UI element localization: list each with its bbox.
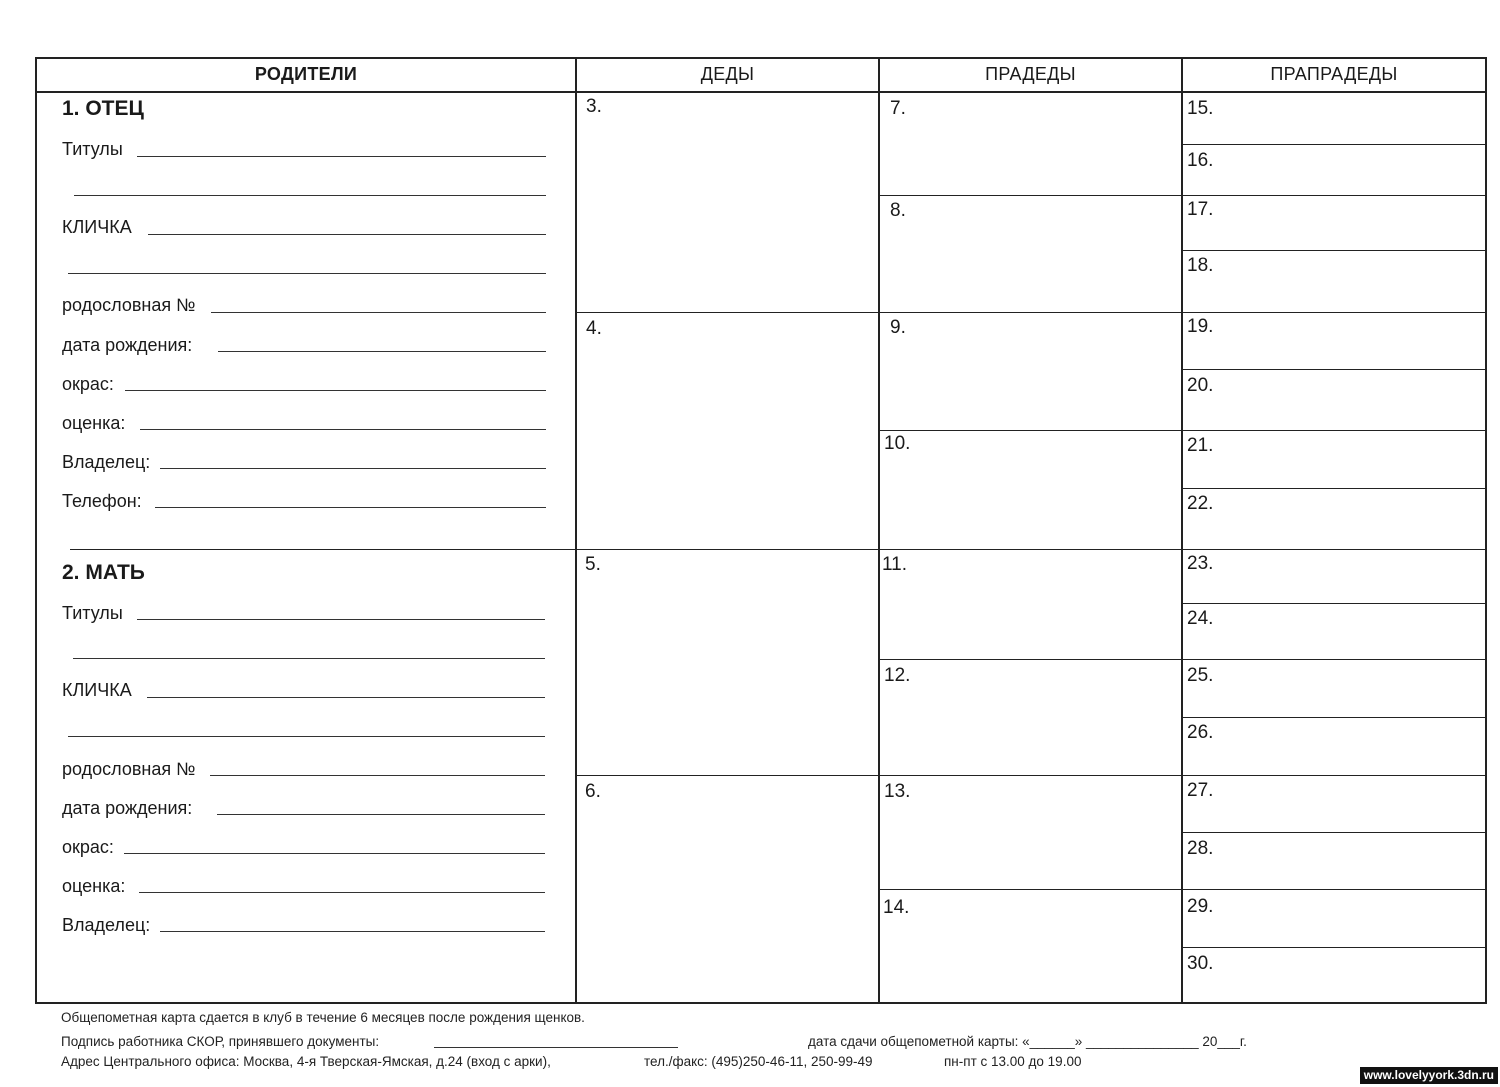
cell-number: 27. — [1187, 780, 1214, 801]
cell-number: 30. — [1187, 953, 1214, 974]
cell-separator — [1183, 488, 1485, 489]
cell-separator — [880, 775, 1181, 776]
mother-owner-input[interactable] — [160, 931, 545, 932]
cell-number: 14. — [883, 897, 910, 918]
mother-name-input-2[interactable] — [68, 736, 545, 737]
cell-separator — [577, 549, 878, 550]
father-owner-label: Владелец: — [62, 452, 151, 472]
watermark: www.lovelyyork.3dn.ru — [1360, 1067, 1498, 1084]
cell-number: 12. — [884, 665, 911, 686]
cell-separator — [577, 312, 878, 313]
cell-number: 25. — [1187, 665, 1214, 686]
cell-number: 26. — [1187, 722, 1214, 743]
mother-pedigree-label: родословная № — [62, 759, 196, 779]
mother-name-label: КЛИЧКА — [62, 680, 132, 700]
father-titles-input[interactable] — [137, 156, 546, 157]
father-birthdate-input[interactable] — [218, 351, 546, 352]
footer-signature-label: Подпись работника СКОР, принявшего документы: — [61, 1034, 380, 1049]
cell-number: 29. — [1187, 896, 1214, 917]
mother-owner-label: Владелец: — [62, 915, 151, 935]
cell-number: 4. — [586, 318, 602, 339]
mother-color-label: окрас: — [62, 837, 114, 857]
cell-number: 20. — [1187, 375, 1214, 396]
father-owner-input[interactable] — [160, 468, 546, 469]
cell-separator — [880, 659, 1181, 660]
father-phone-input[interactable] — [155, 507, 546, 508]
cell-separator — [577, 775, 878, 776]
footer-note: Общепометная карта сдается в клуб в течение 6 месяцев после рождения щенков. — [61, 1010, 585, 1025]
cell-number: 8. — [890, 200, 906, 221]
cell-number: 23. — [1187, 553, 1214, 574]
mother-title: 2. МАТЬ — [62, 561, 145, 584]
cell-number: 28. — [1187, 838, 1214, 859]
column-divider — [878, 57, 880, 1004]
cell-number: 3. — [586, 96, 602, 117]
father-score-label: оценка: — [62, 413, 126, 433]
form-border-left — [35, 57, 37, 1004]
cell-separator — [1183, 775, 1485, 776]
cell-number: 21. — [1187, 435, 1214, 456]
cell-number: 22. — [1187, 493, 1214, 514]
father-titles-input-2[interactable] — [74, 195, 546, 196]
cell-separator — [880, 549, 1181, 550]
father-color-label: окрас: — [62, 374, 114, 394]
father-color-input[interactable] — [125, 390, 546, 391]
father-pedigree-input[interactable] — [211, 312, 546, 313]
father-score-input[interactable] — [140, 429, 546, 430]
father-title: 1. ОТЕЦ — [62, 97, 144, 120]
cell-separator — [1183, 603, 1485, 604]
father-name-label: КЛИЧКА — [62, 217, 132, 237]
cell-number: 24. — [1187, 608, 1214, 629]
cell-number: 11. — [882, 554, 908, 575]
cell-separator — [880, 889, 1181, 890]
father-pedigree-label: родословная № — [62, 295, 196, 315]
column-divider — [1181, 57, 1183, 1004]
mother-titles-input[interactable] — [137, 619, 545, 620]
cell-separator — [1183, 832, 1485, 833]
cell-number: 7. — [890, 98, 906, 119]
father-name-input[interactable] — [148, 234, 546, 235]
header-parents: РОДИТЕЛИ — [254, 64, 358, 84]
mother-titles-label: Титулы — [62, 603, 123, 623]
cell-number: 16. — [1187, 150, 1214, 171]
cell-separator — [1183, 889, 1485, 890]
form-border-bottom — [35, 1002, 1487, 1004]
mother-birthdate-label: дата рождения: — [62, 798, 193, 818]
father-phone-label: Телефон: — [62, 491, 142, 511]
cell-separator — [1183, 717, 1485, 718]
cell-number: 18. — [1187, 255, 1214, 276]
form-border-right — [1485, 57, 1487, 1004]
header-grandparents: ДЕДЫ — [700, 64, 755, 84]
cell-separator — [1183, 195, 1485, 196]
footer-phone: тел./факс: (495)250-46-11, 250-99-49 — [644, 1054, 873, 1069]
cell-number: 17. — [1187, 199, 1214, 220]
cell-number: 5. — [585, 554, 601, 575]
cell-separator — [880, 312, 1181, 313]
father-birthdate-label: дата рождения: — [62, 335, 193, 355]
mother-name-input[interactable] — [147, 697, 545, 698]
cell-separator — [1183, 549, 1485, 550]
cell-number: 13. — [884, 781, 911, 802]
cell-separator — [1183, 369, 1485, 370]
parents-separator — [70, 549, 577, 550]
cell-separator — [880, 195, 1181, 196]
cell-separator — [1183, 250, 1485, 251]
cell-number: 9. — [890, 317, 906, 338]
cell-number: 10. — [884, 433, 911, 454]
mother-birthdate-input[interactable] — [217, 814, 545, 815]
header-great-great-grandparents: ПРАПРАДЕДЫ — [1270, 64, 1398, 84]
mother-color-input[interactable] — [124, 853, 545, 854]
mother-titles-input-2[interactable] — [73, 658, 545, 659]
father-titles-label: Титулы — [62, 139, 123, 159]
cell-number: 6. — [585, 781, 601, 802]
cell-number: 19. — [1187, 316, 1214, 337]
mother-score-input[interactable] — [139, 892, 545, 893]
cell-separator — [1183, 947, 1485, 948]
mother-score-label: оценка: — [62, 876, 126, 896]
father-name-input-2[interactable] — [68, 273, 546, 274]
signature-input[interactable] — [434, 1047, 678, 1048]
cell-separator — [1183, 430, 1485, 431]
cell-separator — [1183, 659, 1485, 660]
cell-separator — [880, 430, 1181, 431]
cell-separator — [1183, 144, 1485, 145]
header-great-grandparents: ПРАДЕДЫ — [985, 64, 1076, 84]
column-divider — [575, 57, 577, 1004]
footer-address: Адрес Центрального офиса: Москва, 4-я Тверская-Ямская, д.24 (вход с арки), — [61, 1054, 551, 1069]
cell-separator — [1183, 312, 1485, 313]
cell-number: 15. — [1187, 98, 1214, 119]
footer-hours: пн-пт с 13.00 до 19.00 — [944, 1054, 1082, 1069]
mother-pedigree-input[interactable] — [210, 775, 545, 776]
footer-date-label: дата сдачи общепометной карты: «______» _______________ 20___г. — [808, 1034, 1247, 1049]
